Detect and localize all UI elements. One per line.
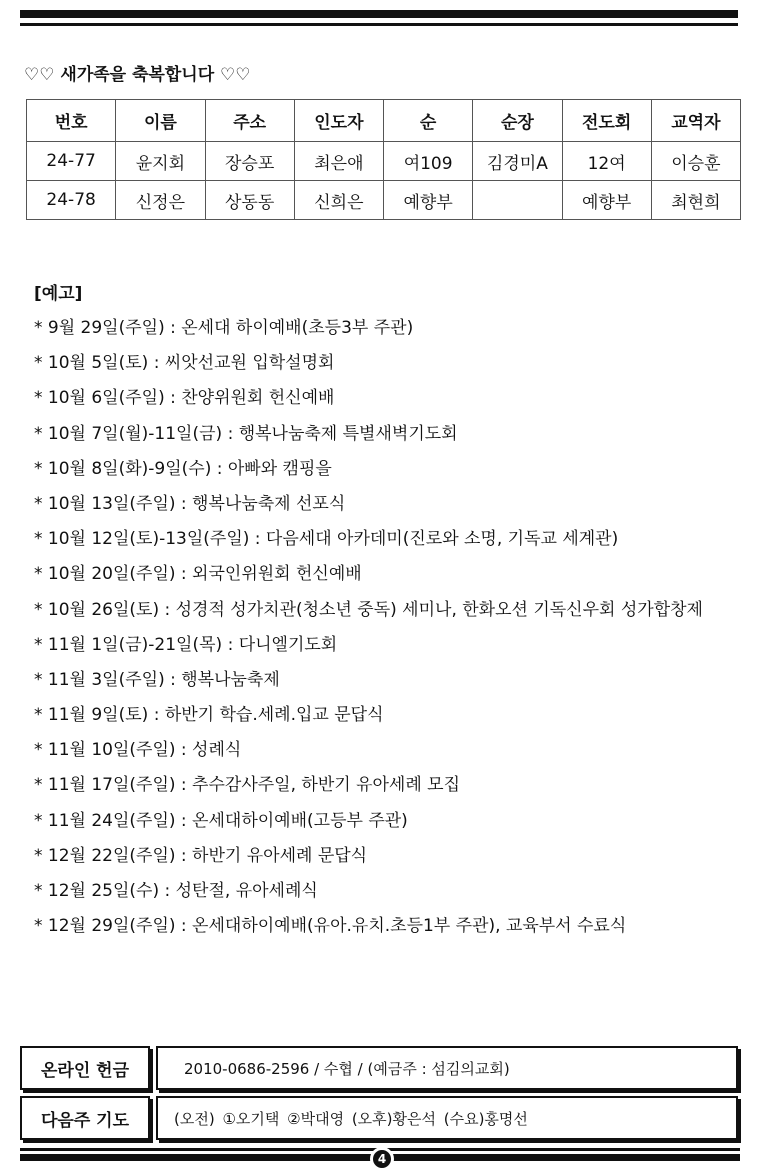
top-rule-thin — [20, 23, 738, 26]
col-group: 순 — [384, 100, 473, 142]
cell-group: 예향부 — [384, 181, 473, 220]
col-name: 이름 — [116, 100, 205, 142]
bottom-rule — [20, 1148, 740, 1168]
notice-item: * 10월 7일(월)-11일(금) : 행복나눔축제 특별새벽기도회 — [34, 423, 458, 444]
col-guide: 인도자 — [294, 100, 383, 142]
table-row — [27, 142, 741, 181]
cell-group: 여109 — [384, 142, 473, 181]
top-rule — [20, 10, 738, 32]
notice-item: * 12월 25일(수) : 성탄절, 유아세례식 — [34, 881, 318, 901]
online-offering-account: 2010-0686-2596 / 수협 / (예금주 : 섬김의교회) — [156, 1046, 738, 1090]
notice-section — [34, 283, 734, 950]
notice-item: * 12월 29일(주일) : 온세대하이예배(유아.유치.초등1부 주관), 교육부서 수료식 — [34, 916, 627, 937]
notice-item: * 10월 13일(주일) : 행복나눔축제 선포식 — [34, 493, 346, 514]
notice-item: * 10월 8일(화)-9일(수) : 아빠와 캠핑을 — [34, 458, 332, 479]
online-offering-label: 온라인 헌금 — [20, 1046, 150, 1090]
col-mission-society: 전도회 — [562, 100, 651, 142]
notice-item: * 12월 22일(주일) : 하반기 유아세례 문답식 — [34, 845, 368, 866]
notice-item: * 10월 5일(토) : 씨앗선교원 입학설명회 — [34, 353, 335, 374]
online-offering-row — [20, 1046, 740, 1090]
col-group-leader: 순장 — [473, 100, 562, 142]
cell-name: 신정은 — [116, 181, 205, 220]
col-number: 번호 — [27, 100, 116, 142]
notice-item: * 11월 9일(토) : 하반기 학습.세례.입교 문답식 — [34, 705, 384, 726]
next-week-prayer-row — [20, 1096, 740, 1140]
cell-mission-society: 12여 — [562, 142, 651, 181]
cell-group-leader: 김경미A — [473, 142, 562, 181]
new-family-title: ♡♡ 새가족을 축복합니다 ♡♡ — [24, 65, 251, 85]
cell-group-leader — [473, 181, 562, 220]
notice-item: * 11월 24일(주일) : 온세대하이예배(고등부 주관) — [34, 810, 408, 831]
cell-guide: 신희은 — [294, 181, 383, 220]
cell-name: 윤지회 — [116, 142, 205, 181]
cell-pastor: 이승훈 — [651, 142, 740, 181]
table-header-row — [27, 100, 741, 142]
notice-item: * 10월 26일(토) : 성경적 성가치관(청소년 중독) 세미나, 한화오션 기독신우회 성가합창제 — [34, 599, 703, 620]
cell-address: 상동동 — [205, 181, 294, 220]
col-pastor: 교역자 — [651, 100, 740, 142]
notice-item: * 9월 29일(주일) : 온세대 하이예배(초등3부 주관) — [34, 318, 414, 338]
cell-guide: 최은애 — [294, 142, 383, 181]
notice-title: [예고] — [34, 284, 83, 304]
cell-number: 24-78 — [27, 181, 116, 220]
table-row — [27, 181, 741, 220]
notice-item: * 10월 12일(토)-13일(주일) : 다음세대 아카데미(진로와 소명, 기독교 세계관) — [34, 529, 619, 550]
cell-pastor: 최현희 — [651, 181, 740, 220]
cell-address: 장승포 — [205, 142, 294, 181]
next-week-prayer-label: 다음주 기도 — [20, 1096, 150, 1140]
page-number: 4 — [370, 1147, 394, 1171]
new-family-table — [26, 99, 741, 220]
cell-mission-society: 예향부 — [562, 181, 651, 220]
notice-item: * 10월 6일(주일) : 찬양위원회 헌신예배 — [34, 388, 335, 409]
notice-item: * 10월 20일(주일) : 외국인위원회 헌신예배 — [34, 564, 362, 585]
notice-item: * 11월 1일(금)-21일(목) : 다니엘기도회 — [34, 634, 338, 655]
notice-item: * 11월 17일(주일) : 추수감사주일, 하반기 유아세례 모집 — [34, 775, 461, 796]
col-address: 주소 — [205, 100, 294, 142]
notice-item: * 11월 3일(주일) : 행복나눔축제 — [34, 669, 280, 690]
next-week-prayer-names: (오전) ①오기택 ②박대영 (오후)황은석 (수요)홍명선 — [156, 1096, 738, 1140]
top-rule-thick — [20, 10, 738, 18]
notice-item: * 11월 10일(주일) : 성례식 — [34, 740, 242, 761]
cell-number: 24-77 — [27, 142, 116, 181]
